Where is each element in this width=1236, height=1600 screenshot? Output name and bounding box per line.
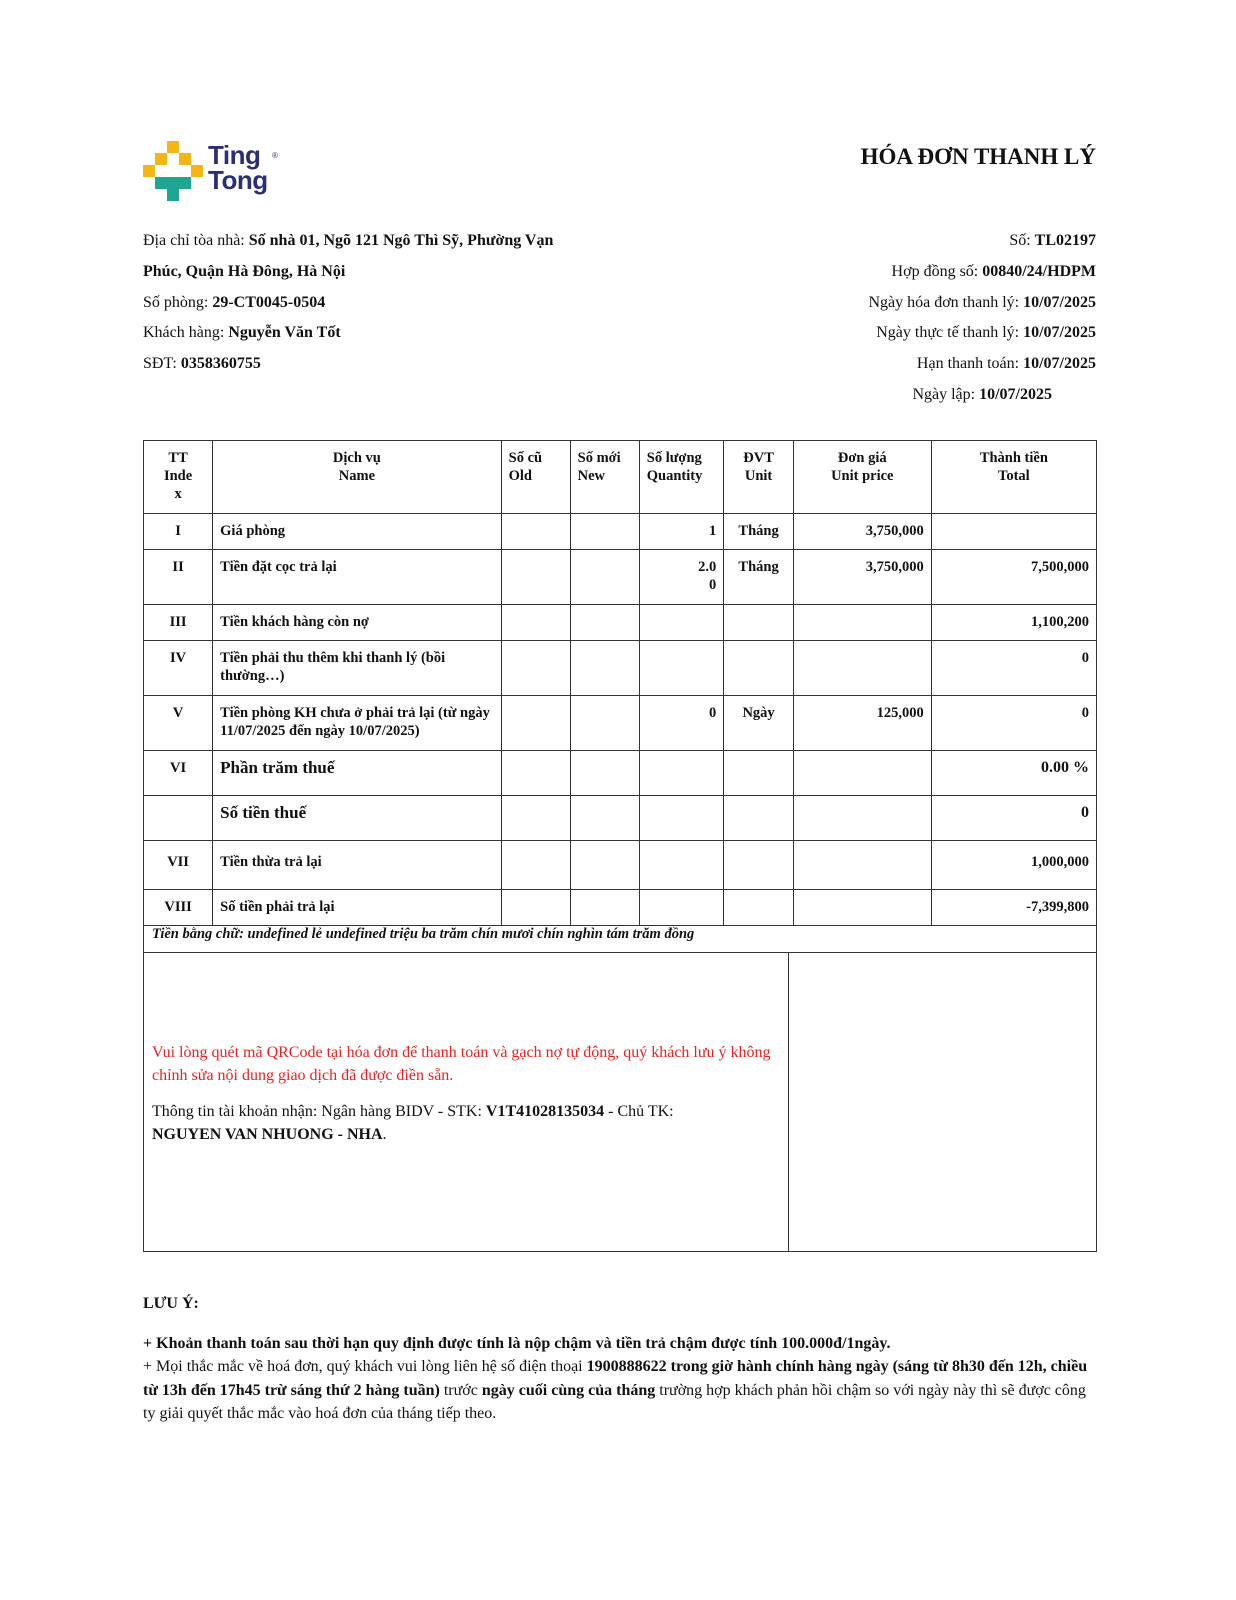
qr-payment-notice: Vui lòng quét mã QRCode tại hóa đơn để thanh toán và gạch nợ tự động, quý khách lưu ý không chỉnh sửa nội dung giao dịch đã được điền sẵn.	[152, 1044, 771, 1084]
account-holder: NGUYEN VAN NHUONG - NHA	[152, 1126, 383, 1143]
row-unit-price	[793, 841, 931, 890]
row-index: II	[144, 550, 213, 605]
row-total: -7,399,800	[931, 890, 1096, 926]
row-total: 7,500,000	[931, 550, 1096, 605]
customer-name: Khách hàng: Nguyễn Văn Tốt	[143, 324, 341, 342]
row-name: Giá phòng	[213, 514, 501, 550]
row-name: Số tiền thuế	[213, 796, 501, 841]
bank-account-info: Thông tin tài khoản nhận: Ngân hàng BIDV - STK: V1T41028135034 - Chủ TK: NGUYEN VAN NHUONG - NHA.	[152, 1103, 674, 1143]
row-new	[570, 550, 639, 605]
row-unit-price	[793, 605, 931, 641]
row-unit-price: 125,000	[793, 696, 931, 751]
row-unit-price: 3,750,000	[793, 550, 931, 605]
row-total: 1,000,000	[931, 841, 1096, 890]
row-index: III	[144, 605, 213, 641]
table-row	[144, 841, 1097, 890]
row-new	[570, 605, 639, 641]
customer-phone: SĐT: 0358360755	[143, 355, 261, 373]
row-quantity	[639, 796, 724, 841]
actual-liquidation-date: Ngày thực tế thanh lý: 10/07/2025	[876, 324, 1096, 342]
invoice-date: Ngày hóa đơn thanh lý: 10/07/2025	[868, 293, 1096, 311]
row-name: Phần trăm thuế	[213, 751, 501, 796]
table-row	[144, 550, 1097, 605]
table-row	[144, 796, 1097, 841]
notes-section	[143, 1292, 1093, 1426]
row-quantity	[639, 641, 724, 696]
col-unit: ĐVT Unit	[724, 441, 794, 514]
row-index: IV	[144, 641, 213, 696]
invoice-number: Số: TL02197	[1009, 232, 1096, 249]
row-old	[501, 796, 570, 841]
note-late-payment: + Khoản thanh toán sau thời hạn quy định được tính là nộp chậm và tiền trả chậm được tính 100.000đ/1ngày.	[143, 1334, 891, 1352]
payment-section	[143, 953, 1097, 1252]
registered-mark: ®	[272, 151, 278, 160]
row-old	[501, 514, 570, 550]
col-new: Số mới New	[570, 441, 639, 514]
col-old: Số cũ Old	[501, 441, 570, 514]
company-logo	[143, 141, 283, 203]
row-total: 0	[931, 696, 1096, 751]
row-quantity: 0	[639, 696, 724, 751]
row-total: 1,100,200	[931, 605, 1096, 641]
row-unit	[724, 605, 794, 641]
customer-info	[143, 226, 613, 380]
building-address: Địa chỉ tòa nhà: Số nhà 01, Ngõ 121 Ngô Thì Sỹ, Phường Vạn Phúc, Quận Hà Đông, Hà Nội	[143, 232, 554, 280]
row-index: VI	[144, 751, 213, 796]
row-new	[570, 696, 639, 751]
row-new	[570, 841, 639, 890]
row-old	[501, 751, 570, 796]
contract-number: Hợp đồng số: 00840/24/HDPM	[891, 262, 1096, 280]
row-unit	[724, 841, 794, 890]
row-index: VII	[144, 841, 213, 890]
col-total: Thành tiền Total	[931, 441, 1096, 514]
row-unit	[724, 751, 794, 796]
row-unit: Tháng	[724, 514, 794, 550]
row-old	[501, 696, 570, 751]
row-unit-price	[793, 641, 931, 696]
row-total	[931, 514, 1096, 550]
table-row	[144, 696, 1097, 751]
logo-wordmark: Ting Tong	[208, 140, 268, 195]
row-index: VIII	[144, 890, 213, 926]
row-old	[501, 550, 570, 605]
created-date: Ngày lập: 10/07/2025	[912, 385, 1052, 403]
row-index: V	[144, 696, 213, 751]
row-quantity	[639, 841, 724, 890]
qr-code-area	[790, 953, 1096, 1251]
row-name: Tiền phải thu thêm khi thanh lý (bồi thường…)	[213, 641, 501, 696]
row-unit: Ngày	[724, 696, 794, 751]
payment-divider	[788, 953, 789, 1251]
row-unit-price	[793, 796, 931, 841]
row-old	[501, 841, 570, 890]
row-quantity	[639, 605, 724, 641]
row-unit	[724, 641, 794, 696]
account-number: V1T41028135034	[485, 1103, 605, 1120]
row-name: Tiền thừa trả lại	[213, 841, 501, 890]
col-quantity: Số lượng Quantity	[639, 441, 724, 514]
note-contact: + Mọi thắc mắc về hoá đơn, quý khách vui lòng liên hệ số điện thoại 1900888622 trong giờ hành chính hàng ngày (sáng từ 8h30 đến 12h, chiều từ 13h đến 17h45 trừ sáng thứ 2 hàng tuần) trước ngày cuối cùng của tháng trường hợp khách phản hồi chậm so với ngày này thì sẽ được công ty giải quyết thắc mắc vào hoá đơn của tháng tiếp theo.	[143, 1358, 1088, 1422]
row-index	[144, 796, 213, 841]
row-quantity: 1	[639, 514, 724, 550]
row-unit	[724, 796, 794, 841]
col-name: Dịch vụ Name	[213, 441, 501, 514]
row-total: 0.00 %	[931, 751, 1096, 796]
row-new	[570, 751, 639, 796]
col-index: TT Inde x	[144, 441, 213, 514]
row-total: 0	[931, 796, 1096, 841]
row-index: I	[144, 514, 213, 550]
row-unit-price	[793, 751, 931, 796]
invoice-info	[868, 226, 1096, 411]
document-title: HÓA ĐƠN THANH LÝ	[860, 144, 1096, 169]
table-row	[144, 514, 1097, 550]
table-row	[144, 641, 1097, 696]
row-quantity	[639, 751, 724, 796]
table-header-row	[144, 441, 1097, 514]
row-new	[570, 796, 639, 841]
payment-due-date: Hạn thanh toán: 10/07/2025	[916, 355, 1096, 373]
row-quantity: 2.00	[639, 550, 724, 605]
row-new	[570, 514, 639, 550]
row-unit-price: 3,750,000	[793, 514, 931, 550]
row-total: 0	[931, 641, 1096, 696]
row-name: Số tiền phải trả lại	[213, 890, 501, 926]
amount-in-words: Tiền bằng chữ: undefined lẻ undefined triệu ba trăm chín mươi chín nghìn tám trăm đồng	[143, 917, 1097, 953]
table-row	[144, 605, 1097, 641]
col-unit-price: Đơn giá Unit price	[793, 441, 931, 514]
notes-heading: LƯU Ý:	[143, 1295, 199, 1312]
room-number: Số phòng: 29-CT0045-0504	[143, 293, 326, 311]
table-row	[144, 751, 1097, 796]
row-name: Tiền khách hàng còn nợ	[213, 605, 501, 641]
row-name: Tiền đặt cọc trả lại	[213, 550, 501, 605]
row-name: Tiền phòng KH chưa ở phải trả lại (từ ngày 11/07/2025 đến ngày 10/07/2025)	[213, 696, 501, 751]
invoice-items-table	[143, 440, 1097, 926]
row-old	[501, 641, 570, 696]
row-old	[501, 605, 570, 641]
row-new	[570, 641, 639, 696]
row-unit: Tháng	[724, 550, 794, 605]
